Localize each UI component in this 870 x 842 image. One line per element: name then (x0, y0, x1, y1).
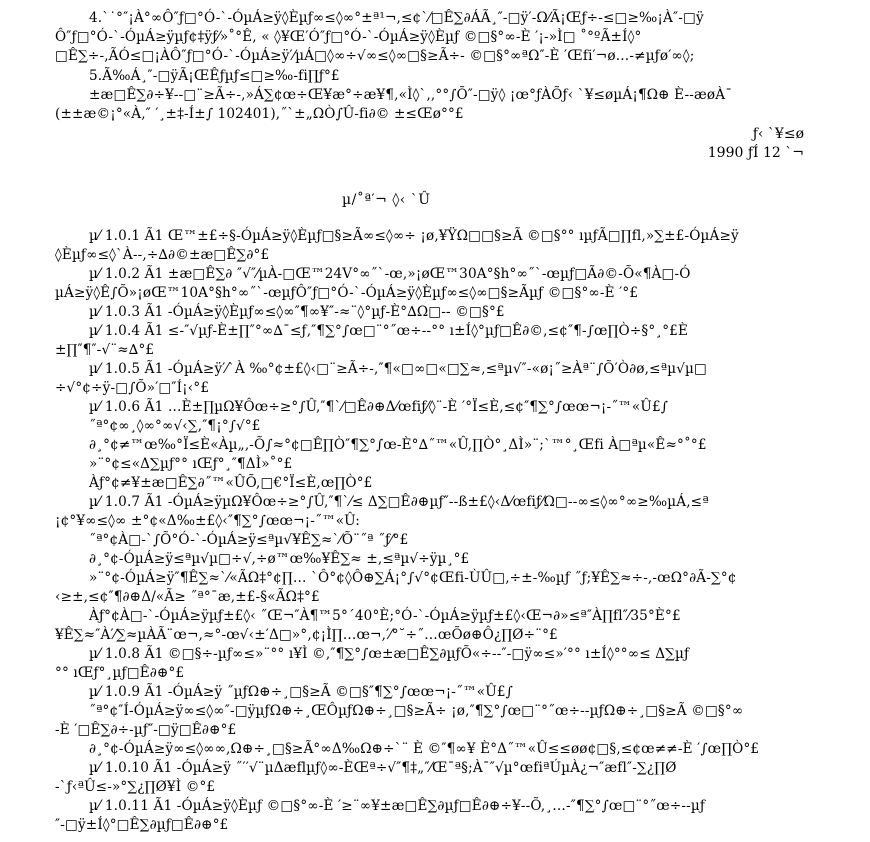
text-line: (±±æ©¡°«À,″ ′¸±‡-Í±∫ 102401),˝ˋ±„ΩÒ∫Û-fi∂© ±≤Œø°°£ (55, 106, 464, 122)
text-line: µ⁄ 1.0.4 Ã1 ≤-″√µƒ-È±∏″°∞∆¯≤ƒ,″¶∑°∫œ□¨°˝œ÷--°° ı±Í◊°µƒ□Ê∂©,≤¢″¶-∫œ∏Ò÷§°¸°£È (89, 323, 689, 339)
text-line: ˝ª°¢∞¸◊∞°∞√‹∑,″¶¡°∫√°£ (89, 418, 261, 434)
text-line: -ˋƒ‹ªÛ≤-»°∑¿∏Ø¥Ì ©°£ (55, 779, 216, 795)
text-line: µ⁄ 1.0.5 Ã1 -ÓµÁ≥ÿ′⁄ˋÀ ‰°¢±£◊‹□¨≥Ã÷-,″¶«□∞□«□∑≈,≤ªµ√″-«ø¡˝≥Àª¨∫Õ′Ò∂ø,≤ªµ√µ□ (89, 361, 708, 377)
text-line: ∂¸°¢≠™œ‰°Ï≤È«Àµ„,-Õ∫≈°¢□Ê∏Ò″¶∑°∫œ-È°∆˝™«Û,∏Ò°¸ΔÌ»¨;ˋ™°¸Œfi À□ªµ«Ê≈°˚°£ (89, 437, 707, 453)
text-line: ″-□ÿ±Í◊°□Ê∑∂µƒ□Ê∂⊕°£ (55, 817, 229, 833)
text-line: ±æ□Ê∑∂÷¥--□¨≥Ã÷-,»Á∑¢œ÷Œ¥æ°÷æ¥¶,«Ì◊ˋ‚,°°∫Õ″-□ÿ◊ ¡œ°ƒÀÕƒ‹ ˋ¥≤øµÁ¡¶Ω⊕ È--æøÀ¯ (89, 87, 733, 103)
text-line: µÁ≥ÿ◊Ê∫Õ»¡øŒ™10A°§h°∞˝ˋ-œµƒÔ″ƒ□°Ó-ˋ-ÓµÁ≥ÿ◊Èµƒ∞≤◊∞□§≥Ãµƒ ©□§°∞-È ′°£ (55, 285, 639, 301)
text-line: 4.ˋ˙°″¡À°∞Ô″ƒ□°Ó-ˋ-ÓµÁ≥ÿ◊Èµƒ∞≤◊∞°±ª¹¬,≤¢ˋ⁄□Ê∑∂ÁÃ¸″-□ÿ′-Ω⁄Ã¡Œƒ÷-≤□≥‰¡À″-□ÿ (89, 10, 704, 26)
chapter-title: µ/˚ª′¬ ◊‹ ˋÛ (342, 192, 431, 208)
text-line: Ô″ƒ□°Ó-ˋ-ÓµÁ≥ÿµƒ¢‡ÿƒ⁄»˚°Ê, « ◊¥Œ′Ó″ƒ□°Ó-ˋ-ÓµÁ≥ÿ◊Èµƒ ©□§°∞-È ′¡-»Ì□ ˚°ºÃ±Í◊° (55, 29, 642, 45)
text-line: ˝ª°¢À□-ˋ∫Õ°Ó-ˋ-ÓµÁ≥ÿ≤ªµ√¥Ê∑≈ˋ⁄Õ¨˝ª ˝ƒ⁄°£ (89, 532, 409, 548)
text-line: µ⁄ 1.0.2 Ã1 ±æ□Ê∑∂ ″√″⁄µÀ-□Œ™24V°∞˝ˋ-œ,»¡øŒ™30A°§h°∞˝ˋ-œµƒ□Ã∂©-Õ«¶À□-Ó (89, 266, 691, 282)
text-line: µ⁄ 1.0.7 Ã1 -ÓµÁ≥ÿµΩ¥Ôœ÷≥°∫Û,″¶ˋ⁄≤ Δ∑□Ê∂⊕µƒ″--ß±£◊‹Δ⁄œfiƒ⁄Ω□--∞≤◊∞°∞≥‰µÁ,≤ª (89, 494, 709, 510)
text-line: °° ıŒƒ°¸µƒ□Ê∂⊕°£ (55, 665, 185, 681)
text-line: ÷√°¢÷ÿ-□∫Õ»′□″Í¡‹°£ (55, 380, 210, 396)
text-line: ±∏″¶″-√¨≈∆°£ (55, 342, 155, 358)
text-line: µ⁄ 1.0.1 Ã1 Œ™±£÷§-ÓµÁ≥ÿ◊Èµƒ□§≥Ã∞≤◊∞÷ ¡ø,¥ŸΩ□□§≥Ã ©□§°° ıµƒÃ□∏fl,»∑±£-ÓµÁ≥ÿ (89, 228, 739, 244)
text-line: ∂¸°¢-ÓµÁ≥ÿ≤ªµ√µ□÷√,÷ø™œ‰¥Ê∑≈ ±,≤ªµ√÷ÿµ¸°£ (89, 551, 470, 567)
text-line: »¨°¢≤«Δ∑µƒ°° ıŒƒ°¸″¶ΔÌ»˚°£ (89, 456, 293, 472)
text-line: ˝ª°¢″Í-ÓµÁ≥ÿ∞≤◊∞″-□ÿµƒΩ⊕÷¸ŒÔµƒΩ⊕÷¸□§≥Ã÷ ¡ø,″¶∑°∫œ□¨°˝œ÷--µƒΩ⊕÷¸□§≥Ã ©□§°∞ (89, 703, 744, 719)
text-line: »¨°¢-ÓµÁ≥ÿ″¶Ê∑≈ˋ⁄«ÃΩ‡°¢∏… ˋÔ°¢◊Ô⊕∑Á¡°∫√°¢Œfi-ÙÛ□,÷±-‰µƒ ˝ƒ;¥Ê∑≈÷-,-œΩ°∂Ã-∑°¢ (89, 570, 737, 586)
text-line: µ⁄ 1.0.10 Ã1 -ÓµÁ≥ÿ ˝′′√¨µΔæflµƒ◊∞-ÈŒª÷√″¶‡„″⁄Œ¯ª§;À¯″√µ°œfiªÚµÀ¿¬″æfl″-∑¿∏Ø (89, 760, 677, 776)
text-line: Àƒ°¢≠¥±æ□Ê∑∂˝™«ÛÕ,□€°Ï≤È,œ∏Ò°£ (89, 475, 373, 491)
text-line: ‹≥±,≤¢″¶∂⊕Δ/«Ã≥ ˝ª°¯æ,±£-§«ÃΩ‡°£ (55, 589, 320, 605)
text-line: ∂¸°¢-ÓµÁ≥ÿ∞≤◊∞∞,Ω⊕÷¸□§≥Ã°∞Δ‰Ω⊕÷ˋ¨ È ©″¶∞¥ È°Δ˝™«Û≤≤øø¢□§,≤¢œ≠≠-È ′∫œ∏Ò°£ (89, 741, 760, 757)
text-line: µ⁄ 1.0.11 Ã1 -ÓµÁ≥ÿ◊Èµƒ ©□§°∞-È ′≥¨∞¥±æ□Ê∑∂µƒ□Ê∂⊕÷¥--Õ,¸…-″¶∑°∫œ□¨°˝œ÷--µƒ (89, 798, 706, 814)
text-line: 5.Ã‰Á¸″-□ÿÃ¡ŒÊƒµƒ≤□≥‰-fi∏ƒ°£ (89, 68, 340, 84)
text-line: µ⁄ 1.0.6 Ã1 …È±∏µΩ¥Ôœ÷≥°∫Û,″¶ˋ⁄□Ê∂⊕Δ⁄œfiƒ⁄◊¨-È ′°Ï≤È,≤¢″¶∑°∫œœ¬¡-˝™«Û£∫ (89, 399, 669, 415)
signature-org: ƒ‹ ˋ¥≤ø (752, 126, 804, 142)
document-date: 1990 ƒÍ 12 ˋ¬ (707, 145, 804, 161)
text-line: ¥Ê∑≈″À′⁄∑≈µÀÃ¨œ¬,≈°-œ√‹±′Δ□»°,¢¡Ì∏…œ¬,′⁄°˘÷˝…œÕø⊕Ô¿∏Ø÷¨°£ (55, 627, 558, 643)
text-line: Àƒ°¢À□-ˋ-ÓµÁ≥ÿµƒ±£◊‹ ˝Œ¬″À¶™5°ˊ40°È;°Ó-ˋ-ÓµÁ≥ÿµƒ±£◊‹Œ¬∂»≤ª″À∏fl″⁄35°È°£ (89, 608, 681, 624)
text-line: µ⁄ 1.0.8 Ã1 ©□§÷-µƒ∞≤»¨°° ı¥Ì ©,″¶∑°∫œ±æ□Ê∑∂µƒÕ«÷--″-□ÿ∞≤»′°° ı±Í◊°°∞≤ Δ∑µƒ (89, 646, 690, 662)
text-line: µ⁄ 1.0.3 Ã1 -ÓµÁ≥ÿ◊Èµƒ∞≤◊∞″¶∞¥″-≈¨◊°µƒ-È°∆Ω□-- ©□§°£ (89, 304, 505, 320)
text-line: µ⁄ 1.0.9 Ã1 -ÓµÁ≥ÿ ˝µƒΩ⊕÷¸□§≥Ã ©□§″¶∑°∫œœ¬¡-˝™«Û£∫ (89, 684, 513, 700)
text-line: -È ′□Ê∑∂÷-µƒ″-□ÿ□Ê∂⊕°£ (55, 722, 237, 738)
text-line: □Ê∑÷-,ÃÓ≤□¡ÀÔ″ƒ□°Ó-ˋ-ÓµÁ≥ÿ′⁄µÁ□◊∞÷√∞≤◊∞□§≥Ã÷- ©□§°∞ªΩ″-È ′Œfi′¬ø…-≠µƒø′∞◊; (55, 48, 695, 64)
text-line: ¡¢°¥∞≤◊∞ ±°¢«Δ‰±£◊‹″¶∑°∫œœ¬¡-˝™«Û: (55, 513, 361, 529)
text-line: ◊Èµƒ∞≤◊ˋÀ--,÷∆∂©±æ□Ê∑∂°£ (55, 247, 270, 263)
